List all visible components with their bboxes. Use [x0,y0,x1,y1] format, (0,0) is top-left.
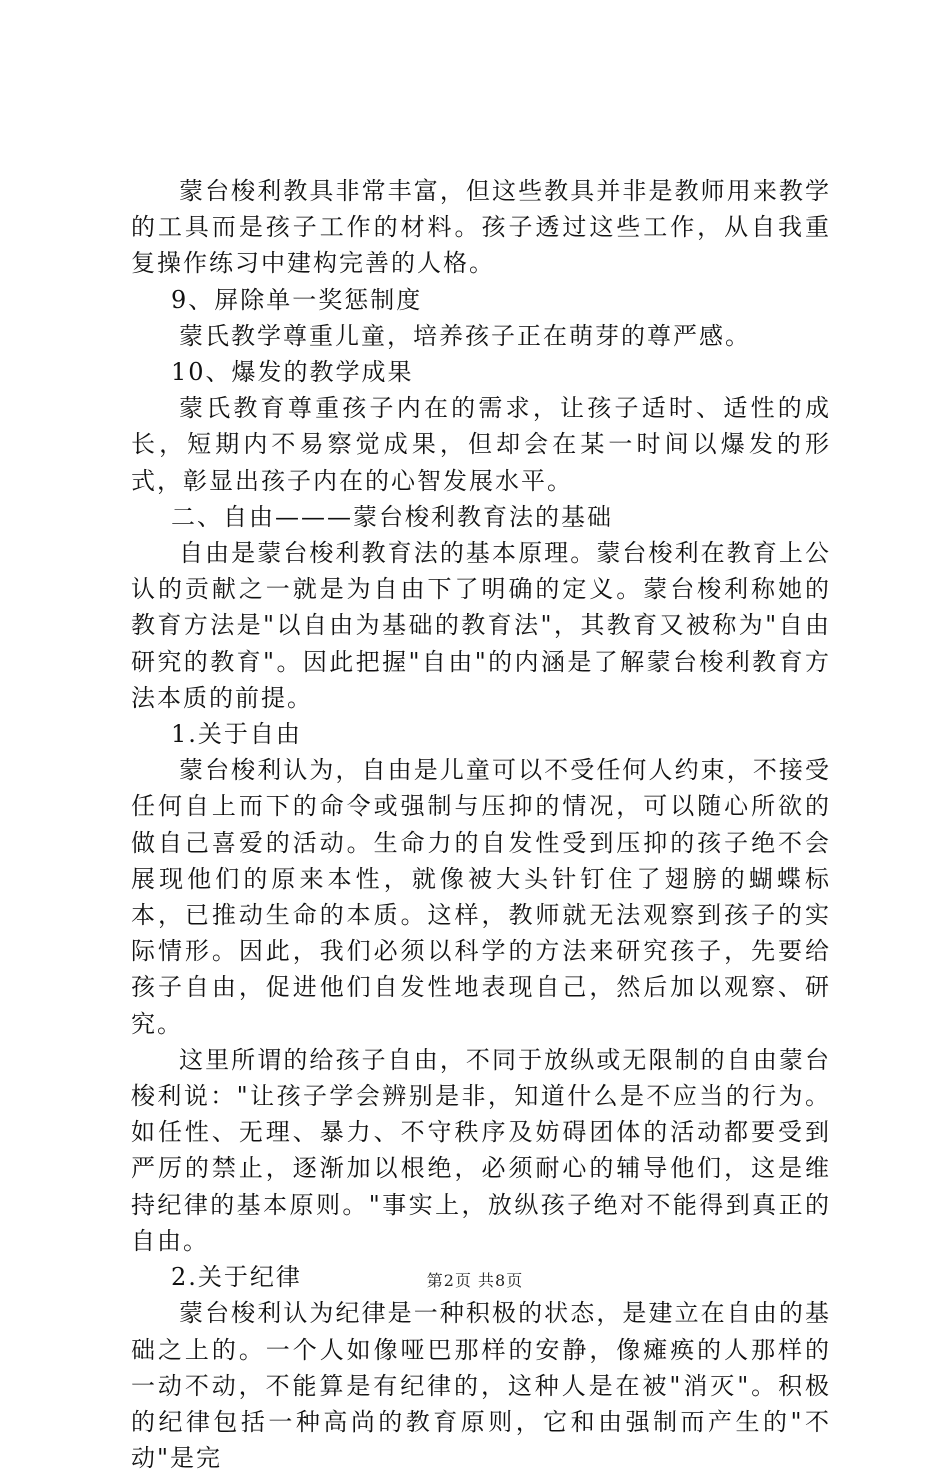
paragraph-freedom-definition: 蒙台梭利认为，自由是儿童可以不受任何人约束，不接受任何自上而下的命令或强制与压抑的情况，可以随心所欲的做自己喜爱的活动。生命力的自发性受到压抑的孩子绝不会展现他们的原来本性，就像被大头针钉住了翅膀的蝴蝶标本，已推动生命的本质。这样，教师就无法观察到孩子的实际情形。因此，我们必须以科学的方法来研究孩子，先要给孩子自由，促进他们自发性地表现自己，然后加以观察、研究。 [131,756,831,1038]
paragraph-freedom-limits: 这里所谓的给孩子自由，不同于放纵或无限制的自由蒙台梭利说："让孩子学会辨别是非，知道什么是不应当的行为。如任性、无理、暴力、不守秩序及妨碍团体的活动都要受到严厉的禁止，逐渐加以根绝，必须耐心的辅导他们，这是维持纪律的基本原则。"事实上，放纵孩子绝对不能得到真正的自由。 [131,1045,831,1255]
page-footer [0,1271,950,1291]
paragraph-teaching-aids: 蒙台梭利教具非常丰富，但这些教具并非是教师用来教学的工具而是孩子工作的材料。孩子透过这些工作，从自我重复操作练习中建构完善的人格。 [131,177,831,278]
paragraph-respect-children: 蒙氏教学尊重儿童，培养孩子正在萌芽的尊严感。 [179,321,751,350]
heading-part-two: 二、自由———蒙台梭利教育法的基础 [171,502,613,531]
heading-section-10: 10、爆发的教学成果 [171,358,414,387]
heading-about-discipline: 2.关于纪律 [171,1263,302,1292]
heading-section-9: 9、屏除单一奖惩制度 [171,285,423,314]
paragraph-explosive-results: 蒙氏教育尊重孩子内在的需求，让孩子适时、适性的成长，短期内不易察觉成果，但却会在某一时间以爆发的形式，彰显出孩子内在的心智发展水平。 [131,394,831,495]
paragraph-discipline: 蒙台梭利认为纪律是一种积极的状态，是建立在自由的基础之上的。一个人如像哑巴那样的安静，像瘫痪的人那样的一动不动，不能算是有纪律的，这种人是在被"消灭"。积极的纪律包括一种高尚的教育原则，它和由强制而产生的"不动"是完 [131,1299,831,1473]
page-number-indicator: 第2页 共8页 [426,1271,524,1290]
paragraph-freedom-principle: 自由是蒙台梭利教育法的基本原理。蒙台梭利在教育上公认的贡献之一就是为自由下了明确的定义。蒙台梭利称她的教育方法是"以自由为基础的教育法"，其教育又被称为"自由研究的教育"。因此把握"自由"的内涵是了解蒙台梭利教育方法本质的前提。 [131,539,831,712]
heading-about-freedom: 1.关于自由 [171,720,302,749]
